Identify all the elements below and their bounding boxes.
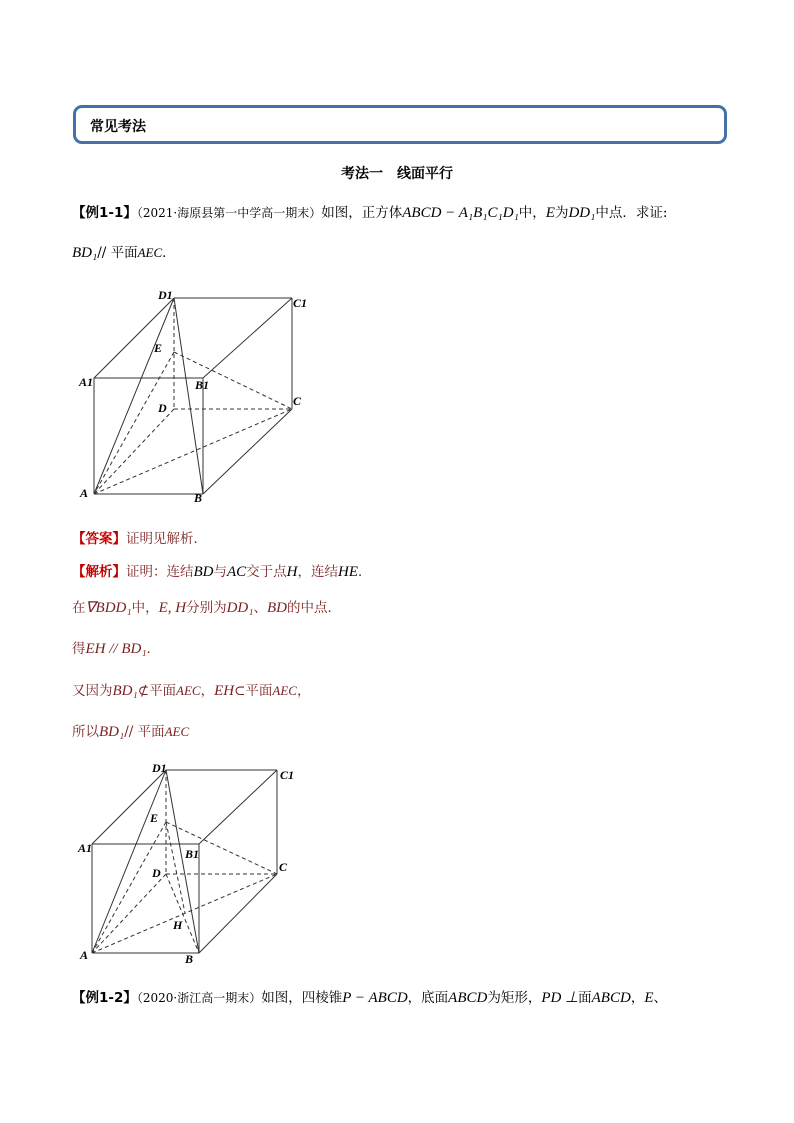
- segment-bd1: BD₁: [72, 245, 98, 261]
- analysis-text: // 平面: [124, 724, 165, 740]
- segment-bd: BD: [266, 600, 287, 616]
- analysis-line2: [72, 596, 341, 617]
- example1-text: 中，: [518, 205, 546, 221]
- section-header-box: [73, 105, 727, 144]
- example1-text: 中点．求证:: [595, 205, 668, 221]
- analysis-text: 中，: [131, 600, 159, 616]
- analysis-text: 、: [253, 600, 267, 616]
- analysis-text: 证明：连结: [126, 564, 194, 580]
- segment-ac: AC: [227, 564, 247, 580]
- label-d: D: [158, 401, 167, 415]
- label-d: D: [152, 866, 161, 880]
- label-b1: B1: [185, 847, 200, 861]
- analysis-line3: [72, 637, 160, 658]
- label-c1: C1: [280, 768, 295, 782]
- label-c: C: [279, 860, 288, 874]
- segment-he: HE: [338, 564, 359, 580]
- answer-line: [72, 527, 207, 547]
- analysis-text: 交于点: [246, 564, 287, 580]
- label-a1: A1: [78, 841, 93, 855]
- label-d1: D1: [152, 761, 167, 775]
- example1-line1: [72, 201, 667, 222]
- label-b: B: [194, 491, 203, 505]
- cube-name: ABCD − A₁B₁C₁D₁: [402, 205, 519, 221]
- segment-eh: EH: [214, 683, 235, 699]
- label-c1: C1: [293, 296, 308, 310]
- label-e: E: [154, 341, 163, 355]
- analysis-line4: [72, 679, 310, 700]
- analysis-text: 在: [72, 600, 86, 616]
- analysis-text: 与: [213, 564, 227, 580]
- example2-text: ，底面: [407, 990, 449, 1006]
- cube-figure-1: [70, 285, 340, 505]
- plane-aec: AEC: [176, 683, 201, 698]
- analysis-text: ⊄平面: [137, 683, 177, 699]
- analysis-text: ，: [200, 683, 215, 699]
- label-a: A: [80, 948, 89, 962]
- example2-text: 为矩形，: [487, 990, 542, 1006]
- pd-perp: PD ⊥: [541, 990, 579, 1006]
- analysis-line1: [72, 560, 372, 581]
- analysis-text: 所以: [72, 724, 99, 740]
- analysis-text: ，连结: [297, 564, 339, 580]
- analysis-text: 又因为: [72, 683, 113, 699]
- example1-text: 为: [554, 205, 569, 221]
- answer-text: 证明见解析．: [126, 531, 207, 547]
- segment-bd: BD: [193, 564, 214, 580]
- analysis-text: ．: [146, 641, 161, 657]
- example2-text: 如图，四棱锥: [261, 990, 343, 1006]
- section-title: 考法一 线面平行: [341, 166, 453, 182]
- example1-text: ．: [162, 245, 176, 261]
- base-abcd: ABCD: [448, 990, 488, 1006]
- label-a1: A1: [79, 375, 94, 389]
- example1-source: （2021·海原县第一中学高一期末）: [136, 206, 322, 220]
- analysis-text: ．: [358, 564, 372, 580]
- analysis-line5: [72, 720, 189, 741]
- points-eh: E, H: [158, 600, 187, 616]
- analysis-text: ⊂平面: [234, 683, 273, 699]
- answer-tag: 【答案】: [72, 531, 126, 547]
- pyramid-name: P − ABCD: [342, 990, 408, 1006]
- example2-source: （2020·浙江高一期末）: [136, 991, 262, 1005]
- analysis-text: 分别为: [186, 600, 227, 616]
- header-title: 常见考法: [90, 119, 146, 135]
- example1-line2: [72, 241, 176, 262]
- analysis-tag: 【解析】: [72, 564, 126, 580]
- analysis-text: ，: [296, 683, 311, 699]
- triangle-bdd1: ∇BDD₁: [85, 600, 132, 616]
- segment-bd1: BD₁: [99, 724, 125, 740]
- point-h: H: [286, 564, 298, 580]
- eh-parallel-bd1: EH // BD₁: [85, 641, 147, 657]
- base-abcd: ABCD: [591, 990, 631, 1006]
- label-c: C: [293, 394, 302, 408]
- example2-line1: [72, 986, 667, 1007]
- label-d1: D1: [158, 288, 173, 302]
- label-b1: B1: [195, 378, 210, 392]
- analysis-text: 的中点．: [286, 600, 341, 616]
- example2-text: 面: [578, 990, 592, 1006]
- label-a: A: [80, 486, 89, 500]
- plane-aec: AEC: [164, 724, 190, 739]
- plane-aec: AEC: [137, 245, 163, 260]
- point-e: E: [644, 990, 654, 1006]
- example2-text: 、: [653, 990, 667, 1006]
- point-e: E: [545, 205, 555, 221]
- example1-text: // 平面: [97, 245, 138, 261]
- example1-tag: 【例1-1】: [72, 205, 137, 221]
- cube-figure-2: [70, 758, 330, 968]
- segment-dd1: DD₁: [226, 600, 254, 616]
- segment-dd1: DD₁: [568, 205, 596, 221]
- segment-bd1: BD₁: [112, 683, 138, 699]
- label-h: H: [173, 918, 183, 932]
- label-e: E: [150, 811, 159, 825]
- plane-aec: AEC: [272, 683, 297, 698]
- analysis-text: 得: [72, 641, 86, 657]
- example2-tag: 【例1-2】: [72, 990, 137, 1006]
- example1-text: 如图，正方体: [321, 205, 403, 221]
- label-b: B: [185, 952, 194, 966]
- example2-text: ，: [630, 990, 645, 1006]
